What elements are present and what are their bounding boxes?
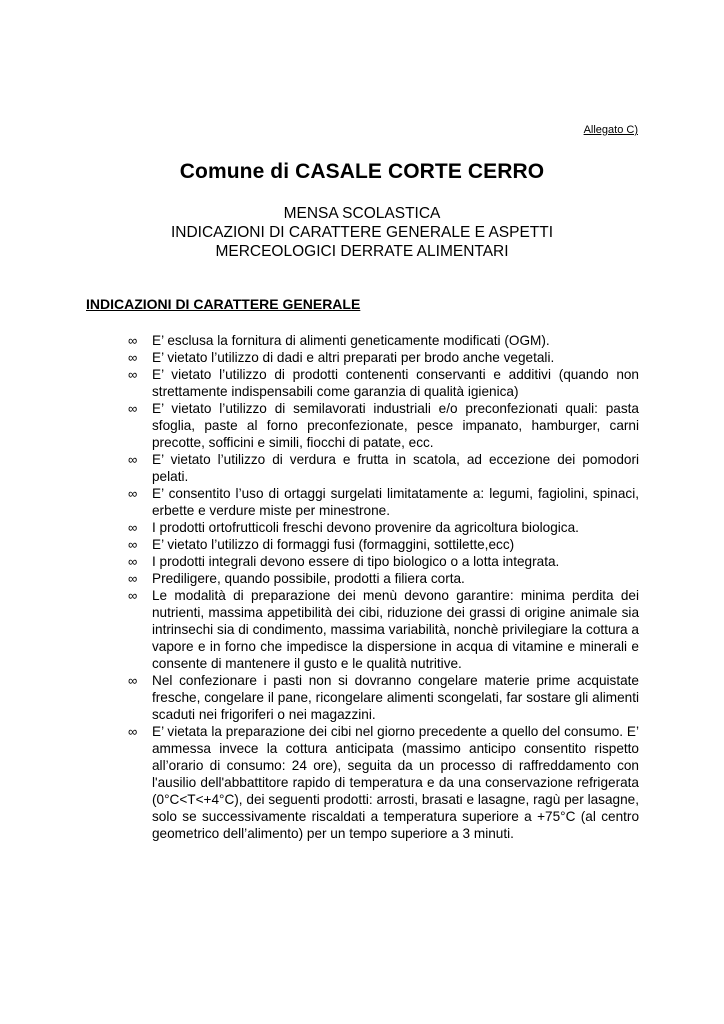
subtitle-line-2: INDICAZIONI DI CARATTERE GENERALE E ASPETTI (170, 224, 554, 241)
infinity-bullet-icon: ∞ (128, 350, 138, 365)
allegato-label: Allegato C) (583, 124, 638, 136)
page-title: Comune di CASALE CORTE CERRO (179, 160, 545, 183)
list-item (128, 519, 639, 536)
infinity-bullet-icon: ∞ (128, 537, 138, 552)
list-item-text: E’ esclusa la fornitura di alimenti geneticamente modificati (OGM). (152, 333, 550, 348)
infinity-bullet-icon: ∞ (128, 673, 138, 688)
list-item-text: E’ vietato l’utilizzo di semilavorati industriali e/o preconfezionati quali: pasta sfoglia, paste al forno preconfezionate, pesce impanato, hamburger, carni precotte, sofficini e simili, fiocchi di patate, ecc. (152, 401, 639, 450)
subtitle-line-1: MENSA SCOLASTICA (283, 205, 441, 222)
list-item (128, 587, 639, 672)
list-item-text: E’ vietato l’utilizzo di verdura e frutta in scatola, ad eccezione dei pomodori pelati. (152, 452, 639, 484)
list-item-text: E’ vietata la preparazione dei cibi nel giorno precedente a quello del consumo. E’ ammessa invece la cottura anticipata (massimo anticipo consentito rispetto all’orario di consumo: 24 ore), seguita da un processo di raffreddamento con l'ausilio dell'abbattitore rapido di temperatura e da una conservazione refrigerata (0°C<T<+4°C), dei seguenti prodotti: arrosti, brasati e lasagne, ragù per lasagne, solo se successivamente riscaldati a temperatura superiore a +75°C (al centro geometrico dell’alimento) per un tempo superiore a 3 minuti. (152, 724, 639, 841)
list-item (128, 400, 639, 451)
list-item-text: I prodotti ortofrutticoli freschi devono provenire da agricoltura biologica. (152, 520, 579, 535)
infinity-bullet-icon: ∞ (128, 452, 138, 467)
list-item-text: E’ vietato l’utilizzo di dadi e altri preparati per brodo anche vegetali. (152, 350, 555, 365)
list-item-text: Prediligere, quando possibile, prodotti a filiera corta. (152, 571, 465, 586)
infinity-bullet-icon: ∞ (128, 520, 138, 535)
list-item (128, 366, 639, 400)
document-subtitle (0, 204, 724, 261)
list-item (128, 536, 639, 553)
list-item (128, 570, 639, 587)
list-item (128, 332, 639, 349)
infinity-bullet-icon: ∞ (128, 486, 138, 501)
list-item (128, 672, 639, 723)
list-item-text: I prodotti integrali devono essere di tipo biologico o a lotta integrata. (152, 554, 560, 569)
section-heading: INDICAZIONI DI CARATTERE GENERALE (86, 296, 361, 312)
infinity-bullet-icon: ∞ (128, 333, 138, 348)
infinity-bullet-icon: ∞ (128, 554, 138, 569)
list-item-text: Le modalità di preparazione dei menù devono garantire: minima perdita dei nutrienti, massima appetibilità dei cibi, riduzione dei grassi di origine animale sia intrinsechi sia di condimento, massima variabilità, nonchè privilegiare la cottura a vapore e in forno che impedisce la dispersione in acqua di vitamine e minerali e consente di mantenere il gusto e le qualità nutritive. (152, 588, 639, 671)
list-item-text: E’ vietato l’utilizzo di prodotti contenenti conservanti e additivi (quando non strettamente indispensabili come garanzia di qualità igienica) (152, 367, 639, 399)
list-item-text: Nel confezionare i pasti non si dovranno congelare materie prime acquistate fresche, congelare il pane, ricongelare alimenti scongelati, far sostare gli alimenti scaduti nei frigoriferi o nei magazzini. (152, 673, 639, 722)
infinity-bullet-icon: ∞ (128, 571, 138, 586)
infinity-bullet-icon: ∞ (128, 588, 138, 603)
subtitle-line-3: MERCEOLOGICI DERRATE ALIMENTARI (215, 243, 509, 260)
list-item (128, 451, 639, 485)
list-item-text: E’ consentito l’uso di ortaggi surgelati limitatamente a: legumi, fagiolini, spinaci, erbette e verdure miste per minestrone. (152, 486, 639, 518)
list-item (128, 723, 639, 842)
list-item-text: E’ vietato l’utilizzo di formaggi fusi (formaggini, sottilette,ecc) (152, 537, 515, 552)
infinity-bullet-icon: ∞ (128, 367, 138, 382)
infinity-bullet-icon: ∞ (128, 724, 138, 739)
list-item (128, 349, 639, 366)
infinity-bullet-icon: ∞ (128, 401, 138, 416)
guidelines-list (128, 332, 639, 842)
list-item (128, 553, 639, 570)
list-item (128, 485, 639, 519)
